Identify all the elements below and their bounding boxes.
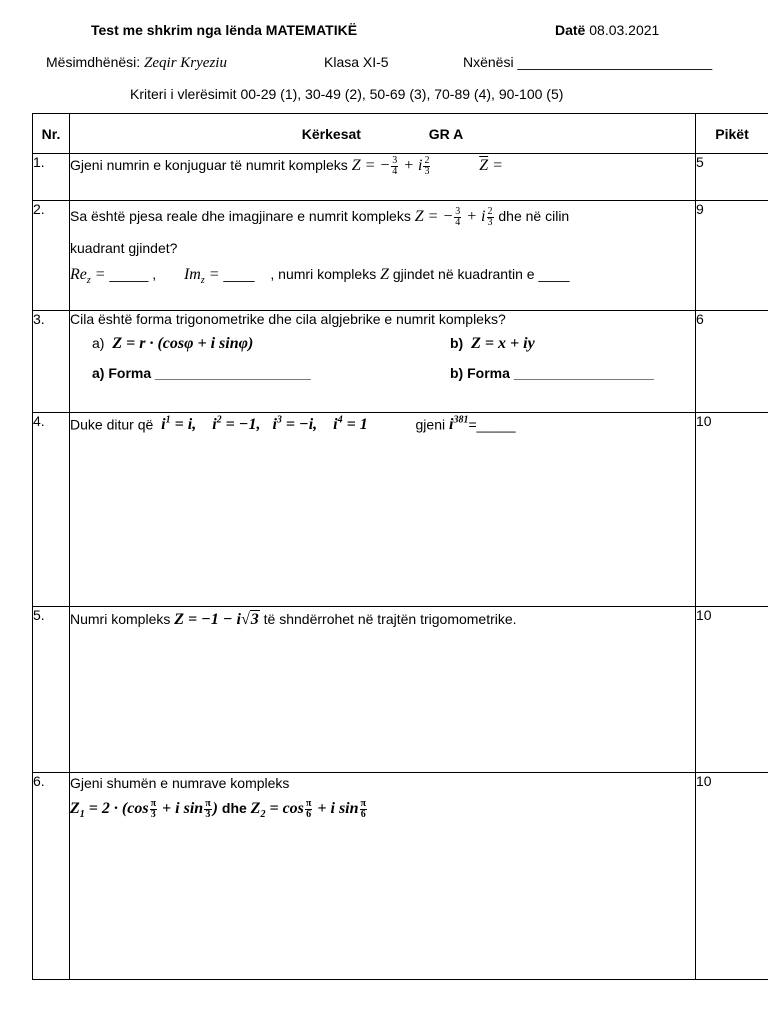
- date-value: 08.03.2021: [589, 22, 660, 38]
- task-6-text: Gjeni shumën e numrave kompleks: [70, 775, 290, 791]
- date-label: Datë: [555, 22, 586, 38]
- table-row: [33, 201, 768, 311]
- table-row: [33, 413, 768, 607]
- task-points: 10: [696, 773, 768, 980]
- option-a-formula: Z = r · (cosφ + i sinφ): [108, 335, 254, 352]
- task-1-formula: Z = − $\frac{3}{4}$ + i $\frac{2}{3}$: [351, 155, 430, 177]
- task-6-z2: $Z_2 = \cos$ $\frac{\pi}{6}$ + i sin $\frac{\pi}{6}$: [250, 798, 367, 821]
- task-number: 2.: [33, 201, 70, 311]
- student-blank[interactable]: _________________________: [517, 54, 713, 70]
- task-4-ask: gjeni: [415, 416, 446, 433]
- task-2-text-b: dhe në cilin: [498, 208, 570, 225]
- task-3-content: [70, 311, 696, 413]
- task-5-content: [70, 607, 696, 773]
- task-number: 4.: [33, 413, 70, 607]
- option-a-label: a): [92, 335, 105, 351]
- task-points: 5: [696, 154, 768, 201]
- task-2-text-c: kuadrant gjindet?: [70, 240, 178, 256]
- table-row: [33, 773, 768, 980]
- task-points: 6: [696, 311, 768, 413]
- table-row: [33, 154, 768, 201]
- tasks-header-label: Kërkesat: [301, 125, 361, 142]
- task-6-content: [70, 773, 696, 980]
- task-3-text: Cila është forma trigonometrike dhe cila algjebrike e numrit kompleks?: [70, 311, 506, 327]
- date: [555, 22, 659, 38]
- task-4-text: Duke ditur që: [70, 416, 154, 433]
- task-2-blank-im[interactable]: ____: [223, 266, 255, 282]
- task-2-z: Z: [380, 266, 389, 283]
- test-title: Test me shkrim nga lënda MATEMATIKË: [91, 22, 358, 38]
- task-5-text-b: të shndërrohet në trajtën trigomometrike.: [263, 611, 517, 627]
- task-5-text-a: Numri kompleks: [70, 611, 171, 627]
- student-label: Nxënësi: [463, 54, 514, 70]
- student: [463, 54, 712, 70]
- task-points: 10: [696, 607, 768, 773]
- task-5-formula: Z = −1 − i√3: [174, 611, 259, 628]
- col-points-header: Pikët: [696, 114, 768, 154]
- option-b-label: b): [450, 335, 464, 351]
- col-nr-header: Nr.: [33, 114, 70, 154]
- task-2-text-e: gjindet në kuadrantin e ____: [392, 266, 570, 282]
- criteria-values: 00-29 (1), 30-49 (2), 50-69 (3), 70-89 (4), 90-100 (5): [240, 86, 564, 102]
- form-b-blank[interactable]: b) Forma __________________: [450, 365, 654, 381]
- task-4-target: $i^{381}$: [449, 415, 469, 434]
- group-label: GR A: [428, 125, 464, 142]
- tasks-table: [32, 113, 768, 980]
- task-1-content: [70, 154, 696, 201]
- task-2-re: $Re_z$ =: [70, 266, 106, 287]
- teacher: [46, 54, 227, 72]
- criteria-label: Kriteri i vlerësimit: [130, 86, 237, 102]
- task-6-z1: $Z_1 = 2 \cdot (\cos$ $\frac{\pi}{3}$ + i sin $\frac{\pi}{3}$ ): [70, 798, 218, 821]
- table-row: [33, 311, 768, 413]
- table-row: [33, 607, 768, 773]
- task-6-joiner: dhe: [221, 800, 247, 817]
- task-points: 9: [696, 201, 768, 311]
- task-number: 5.: [33, 607, 70, 773]
- task-number: 1.: [33, 154, 70, 201]
- grading-criteria: [130, 86, 563, 102]
- col-tasks-header: [70, 114, 696, 154]
- teacher-label: Mësimdhënësi:: [46, 54, 141, 70]
- task-2-content: [70, 201, 696, 311]
- task-1-conjugate: $\overline{Z}$ =: [479, 157, 503, 175]
- option-b-formula: Z = x + iy: [467, 335, 535, 352]
- task-2-blank-re[interactable]: _____ ,: [109, 266, 157, 282]
- task-2-text-a: Sa është pjesa reale dhe imagjinare e numrit kompleks: [70, 208, 411, 225]
- teacher-signature: Zeqir Kryeziu: [144, 55, 227, 71]
- table-header-row: [33, 114, 768, 154]
- task-points: 10: [696, 413, 768, 607]
- task-number: 3.: [33, 311, 70, 413]
- task-4-content: [70, 413, 696, 607]
- form-a-blank[interactable]: a) Forma ____________________: [92, 365, 311, 381]
- task-4-powers: $i^1 = i$, $i^2 = -1$, $i^3 = -i$, $i^4 = 1$: [157, 415, 368, 434]
- task-4-blank[interactable]: =_____: [468, 416, 516, 433]
- class-label: Klasa XI-5: [324, 54, 389, 70]
- task-1-text: Gjeni numrin e konjuguar të numrit kompleks: [70, 157, 348, 174]
- task-2-text-d: , numri kompleks: [270, 266, 377, 282]
- task-2-im: $Im_z$ =: [183, 266, 220, 287]
- task-2-formula: Z = − $\frac{3}{4}$ + i $\frac{2}{3}$: [414, 206, 493, 228]
- task-number: 6.: [33, 773, 70, 980]
